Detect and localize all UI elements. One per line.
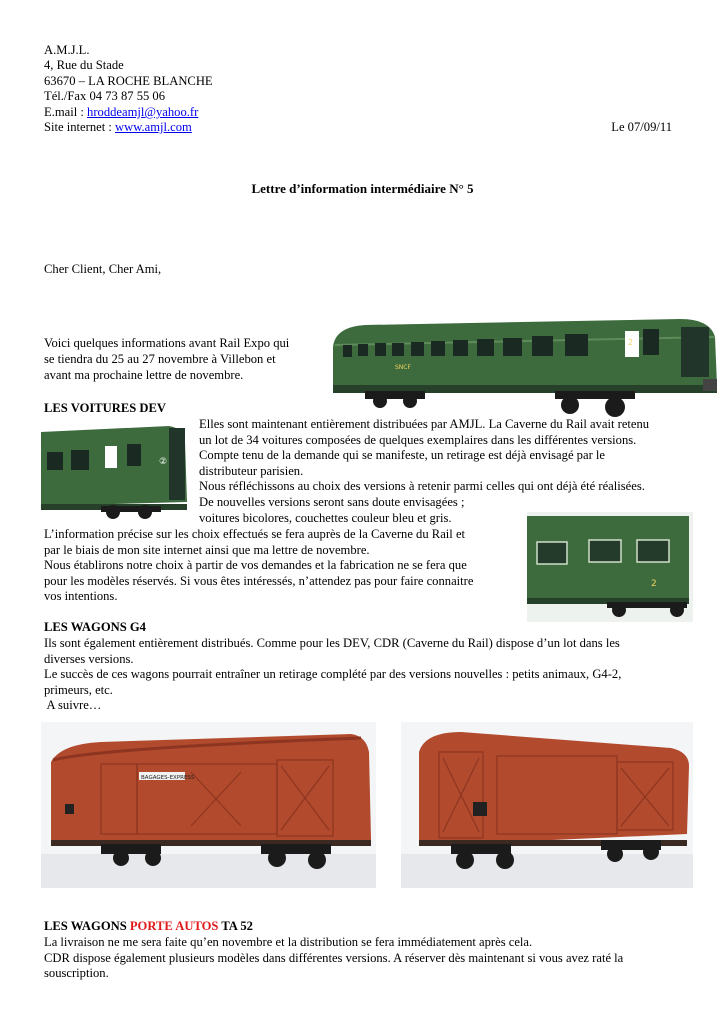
intro-line: Voici quelques informations avant Rail Expo qui [44, 336, 290, 350]
dev-line: distributeur parisien. [199, 463, 304, 478]
ta52-heading-suffix: TA 52 [218, 919, 253, 933]
coach-marking: SNCF [395, 364, 411, 371]
letter-date: Le 07/09/11 [611, 120, 672, 134]
dev-coach-photo [325, 297, 720, 422]
dev-line: par le biais de mon site internet ainsi que ma lettre de novembre. [44, 542, 370, 557]
org-street: 4, Rue du Stade [44, 58, 124, 72]
dev-line: Elles sont maintenant entièrement distribuées par AMJL. La Caverne du Rail avait retenu [199, 417, 650, 431]
dev-heading: LES VOITURES DEV [44, 401, 166, 415]
site-label: Site internet : [44, 120, 115, 134]
page-title: Lettre d’information intermédiaire N° 5 [251, 181, 474, 196]
ta52-line: La livraison ne me sera faite qu’en novembre et la distribution se fera immédiatement après cela. [44, 935, 533, 949]
org-email-line [44, 105, 198, 120]
dev-line: vos intentions. [44, 589, 118, 604]
svg-text:②: ② [159, 457, 168, 467]
ta52-line: CDR dispose également plusieurs modèles dans différentes versions. A réserver dès maintenant si vous avez raté la [44, 950, 624, 965]
g4-line: primeurs, etc. [44, 682, 113, 697]
dev-line: Nous établirons notre choix à partir de vos demandes et la fabrication ne se fera que [44, 558, 467, 573]
site-link[interactable]: www.amjl.com [115, 120, 192, 134]
dev-line: un lot de 34 voitures composées de quelques exemplaires dans les différentes versions. [199, 432, 637, 447]
org-site-line [44, 120, 192, 135]
svg-text:2: 2 [651, 579, 657, 589]
ta52-heading-highlight: PORTE AUTOS [129, 919, 219, 933]
g4-wagon-photo-right [401, 722, 693, 888]
org-name: A.M.J.L. [44, 43, 90, 57]
intro-line: avant ma prochaine lettre de novembre. [44, 368, 244, 382]
email-link[interactable]: hroddeamjl@yahoo.fr [87, 105, 199, 119]
email-label: E.mail : [44, 105, 88, 119]
dev-text-left [44, 527, 473, 605]
intro-line: se tiendra du 25 au 27 novembre à Villebon et [44, 352, 276, 366]
dev-line: pour les modèles réservés. Si vous êtes intéressés, n’attendez pas pour faire connaitre [44, 573, 474, 588]
dev-line: L’information précise sur les choix effectués se fera auprès de la Caverne du Rail et [44, 527, 466, 541]
g4-line: A suivre… [44, 698, 102, 713]
g4-line: Ils sont également entièrement distribués. Comme pour les DEV, CDR (Caverne du Rail) dispose d’un lot dans les [44, 636, 620, 650]
dev-line: Compte tenu de la demande qui se manifeste, un retirage est déjà envisagé par le [199, 448, 605, 463]
ta52-line: souscription. [44, 966, 109, 981]
dev-line: De nouvelles versions seront sans doute envisagées ; [199, 494, 465, 509]
g4-wagon-photo-left [41, 722, 376, 888]
g4-line: Le succès de ces wagons pourrait entraîner un retirage complété par des versions nouvelles : petits animaux, G4-2, [44, 667, 622, 682]
org-city: 63670 – LA ROCHE BLANCHE [44, 74, 213, 88]
g4-text [44, 636, 621, 714]
dev-coach-end-photo [41, 420, 189, 522]
wagon-label: BAGAGES-EXPRESS [141, 775, 195, 781]
ta52-heading-prefix: LES WAGONS [44, 919, 130, 933]
greeting: Cher Client, Cher Ami, [44, 262, 162, 276]
g4-heading: LES WAGONS G4 [44, 620, 146, 634]
org-phone: Tél./Fax 04 73 87 55 06 [44, 89, 166, 103]
ta52-heading [44, 919, 253, 934]
dev-text-right [199, 417, 649, 526]
dev-line: Nous réfléchissons au choix des versions à retenir parmi celles qui ont déjà été réalisées. [199, 479, 645, 494]
g4-line: diverses versions. [44, 651, 134, 666]
coach-class-number: 2 [628, 338, 634, 347]
dev-line: voitures bicolores, couchettes couleur bleu et gris. [199, 510, 452, 525]
dev-coach-detail-photo [527, 512, 693, 622]
ta52-text [44, 935, 623, 982]
